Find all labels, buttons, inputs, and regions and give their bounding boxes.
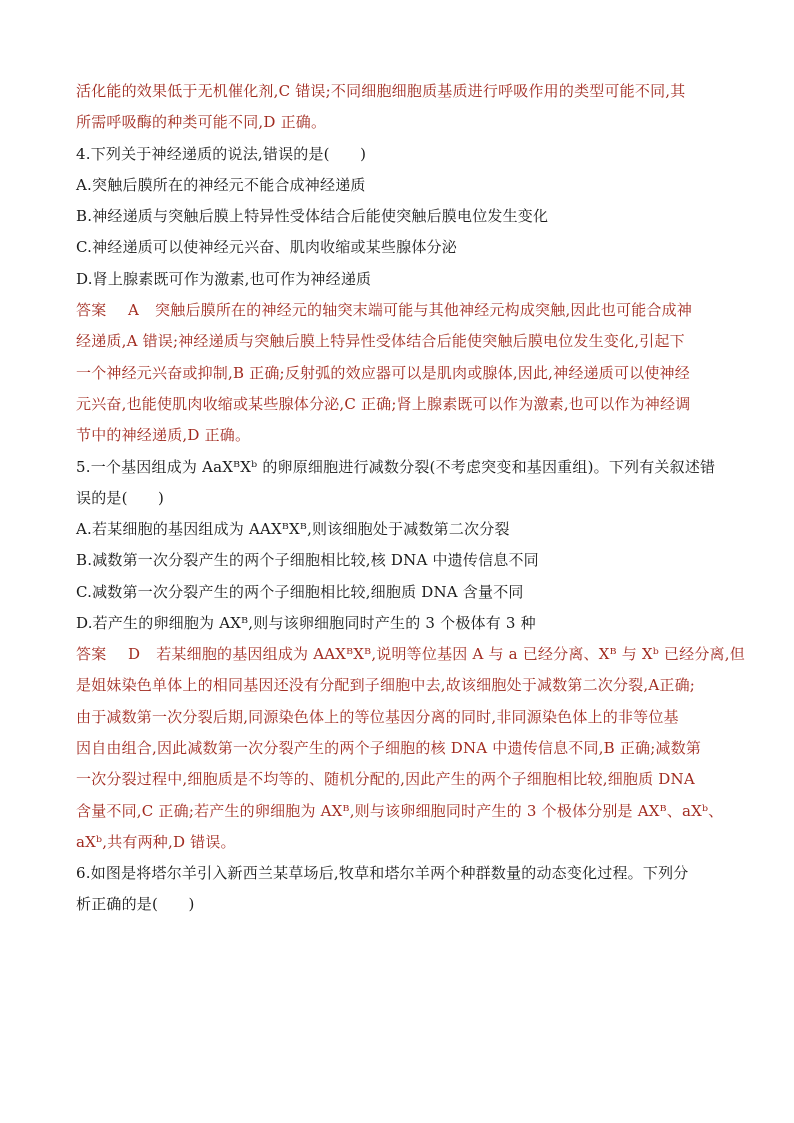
answer-label: 答案: [76, 645, 107, 663]
question-5-explanation-line: 由于减数第一次分裂后期,同源染色体上的等位基因分离的同时,非同源染色体上的非等位基: [76, 708, 679, 726]
question-4-explanation-line: 元兴奋,也能使肌肉收缩或某些腺体分泌,C 正确;肾上腺素既可以作为激素,也可以作为神经调: [76, 395, 691, 413]
question-4-option-a: A.突触后膜所在的神经元不能合成神经递质: [76, 176, 366, 194]
answer-explanation: 若某细胞的基因组成为 AAXᴮXᴮ,说明等位基因 A 与 a 已经分离、Xᴮ 与 Xᵇ 已经分离,但: [156, 645, 745, 663]
question-4-option-c: C.神经递质可以使神经元兴奋、肌肉收缩或某些腺体分泌: [76, 238, 457, 256]
question-5-explanation-line: aXᵇ,共有两种,D 错误。: [76, 833, 236, 851]
prev-explanation-line: 活化能的效果低于无机催化剂,C 错误;不同细胞细胞质基质进行呼吸作用的类型可能不同,其: [76, 82, 686, 100]
question-4-answer-line: [76, 299, 726, 321]
answer-label: 答案: [76, 301, 107, 319]
answer-explanation: 突触后膜所在的神经元的轴突末端可能与其他神经元构成突触,因此也可能合成神: [155, 301, 693, 319]
question-5-stem-cont: 误的是( ): [76, 489, 165, 507]
question-5-option-b: B.减数第一次分裂产生的两个子细胞相比较,核 DNA 中遗传信息不同: [76, 551, 539, 569]
question-4-option-b: B.神经递质与突触后膜上特异性受体结合后能使突触后膜电位发生变化: [76, 207, 549, 225]
question-5-stem: 5.一个基因组成为 AaXᴮXᵇ 的卵原细胞进行减数分裂(不考虑突变和基因重组)。下列有关叙述错: [76, 458, 716, 476]
question-4-explanation-line: 经递质,A 错误;神经递质与突触后膜上特异性受体结合后能使突触后膜电位发生变化,引起下: [76, 332, 685, 350]
question-5-explanation-line: 一次分裂过程中,细胞质是不均等的、随机分配的,因此产生的两个子细胞相比较,细胞质 DNA: [76, 770, 695, 788]
question-4-explanation-line: 节中的神经递质,D 正确。: [76, 426, 251, 444]
question-5-explanation-line: 是姐妹染色单体上的相同基因还没有分配到子细胞中去,故该细胞处于减数第二次分裂,A正确;: [76, 676, 696, 694]
question-5-explanation-line: 因自由组合,因此减数第一次分裂产生的两个子细胞的核 DNA 中遗传信息不同,B 正确;减数第: [76, 739, 702, 757]
question-6-stem-cont: 析正确的是( ): [76, 895, 195, 913]
question-5-answer-line: [76, 643, 745, 665]
question-4-explanation-line: 一个神经元兴奋或抑制,B 正确;反射弧的效应器可以是肌肉或腺体,因此,神经递质可以使神经: [76, 364, 690, 382]
question-5-option-a: A.若某细胞的基因组成为 AAXᴮXᴮ,则该细胞处于减数第二次分裂: [76, 520, 510, 538]
question-5-option-d: D.若产生的卵细胞为 AXᴮ,则与该卵细胞同时产生的 3 个极体有 3 种: [76, 614, 536, 632]
question-4-option-d: D.肾上腺素既可作为激素,也可作为神经递质: [76, 270, 372, 288]
prev-explanation-line: 所需呼吸酶的种类可能不同,D 正确。: [76, 113, 327, 131]
question-4-stem: 4.下列关于神经递质的说法,错误的是( ): [76, 145, 367, 163]
answer-key: A: [128, 301, 140, 319]
answer-key: D: [128, 645, 141, 663]
question-5-option-c: C.减数第一次分裂产生的两个子细胞相比较,细胞质 DNA 含量不同: [76, 583, 524, 601]
question-6-stem: 6.如图是将塔尔羊引入新西兰某草场后,牧草和塔尔羊两个种群数量的动态变化过程。下列分: [76, 864, 689, 882]
question-5-explanation-line: 含量不同,C 正确;若产生的卵细胞为 AXᴮ,则与该卵细胞同时产生的 3 个极体分别是 AXᴮ、aXᵇ、: [76, 802, 724, 820]
